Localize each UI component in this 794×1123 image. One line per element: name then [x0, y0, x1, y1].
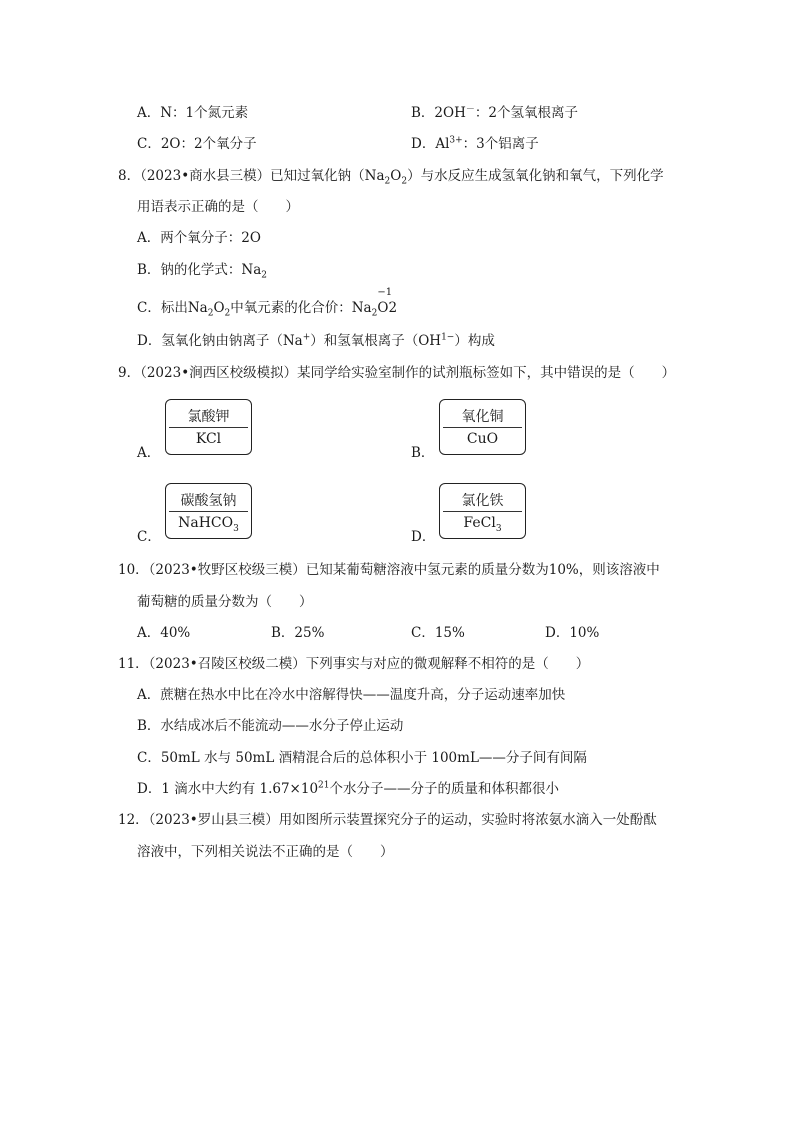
q12-stem-line1: 12．（2023•罗山县三模）用如图所示装置探究分子的运动，实验时将浓氨水滴入一处酚酞	[118, 812, 657, 828]
q11-stem: 11．（2023•召陵区校级二模）下列事实与对应的微观解释不相符的是（ ）	[118, 656, 590, 672]
q9-option-d-letter: D．	[411, 529, 436, 545]
q8-stem-line1: 8．（2023•商水县三模）已知过氧化钠$(Na_2O_2)$与水反应生成氢氧化钠和氧气，下列化学	[118, 168, 664, 187]
reagent-label-b-formula: CuO	[466, 431, 499, 447]
q12-stem-line2: 溶液中，下列相关说法不正确的是（ ）	[137, 844, 394, 860]
reagent-label-d-formula: FeCl$_3$	[463, 515, 502, 534]
q7-option-d: D．$Al^{3+}$：3个铝离子	[411, 135, 539, 152]
reagent-label-a-name: 氯酸钾	[187, 409, 230, 425]
q8-stem-line2: 用语表示正确的是（ ）	[137, 199, 299, 215]
q10-option-d: D．10%	[545, 625, 600, 641]
q7-option-a: A．N：1个氮元素	[137, 105, 249, 121]
q8-option-c: C．标出$Na_2O_2$中氧元素的化合价：$Na_2$ −1 O2	[137, 299, 397, 317]
q7-option-b: B．2OH－：2个氢氧根离子	[411, 104, 578, 121]
q11-option-a: A．蔗糖在热水中比在冷水中溶解得快——温度升高，分子运动速率加快	[137, 687, 566, 703]
reagent-label-b-name: 氧化铜	[461, 409, 504, 425]
q9-option-a-letter: A．	[137, 445, 161, 461]
q10-option-b: B．25%	[271, 625, 325, 641]
reagent-label-a	[165, 399, 252, 455]
reagent-label-d-name: 氯化铁	[461, 493, 504, 509]
q9-option-b-letter: B．	[411, 445, 435, 461]
reagent-label-b	[439, 399, 526, 455]
reagent-label-divider	[443, 511, 522, 512]
q7-option-c: C．2O：2个氧分子	[137, 136, 257, 152]
q8-charge-label: −1	[377, 287, 393, 298]
reagent-label-divider	[443, 427, 522, 428]
q10-option-a: A．40%	[137, 625, 191, 641]
reagent-label-a-formula: KCl	[195, 431, 222, 447]
reagent-label-c-name: 碳酸氢钠	[180, 493, 237, 509]
q11-option-d: D．1 滴水中大约有 $1.67\times 10^{21}$个水分子——分子的质量和体积都很小	[137, 780, 559, 797]
q8-option-d: D．氢氧化钠由钠离子（Na+）和氢氧根离子$(OH^{1-})$构成	[137, 332, 495, 349]
q8-option-b: B．钠的化学式：$Na_2$	[137, 262, 268, 281]
q10-stem-line2: 葡萄糖的质量分数为（ ）	[137, 594, 313, 610]
q9-stem: 9．（2023•涧西区校级模拟）某同学给实验室制作的试剂瓶标签如下，其中错误的是（ ）	[118, 365, 676, 381]
q10-stem-line1: 10．（2023•牧野区校级三模）已知某葡萄糖溶液中氢元素的质量分数为10%，则该溶液中	[118, 562, 660, 578]
q9-option-c-letter: C．	[137, 529, 161, 545]
reagent-label-divider	[169, 511, 248, 512]
q11-option-b: B．水结成冰后不能流动——水分子停止运动	[137, 718, 404, 734]
q10-option-c: C．15%	[411, 625, 465, 641]
reagent-label-d	[439, 483, 526, 539]
q11-option-c: C．50mL 水与 50mL 酒精混合后的总体积小于 100mL——分子间有间隔	[137, 750, 587, 766]
q8-option-a: A．两个氧分子：2O	[137, 230, 261, 246]
reagent-label-c	[165, 483, 252, 539]
reagent-label-c-formula: NaHCO$_3$	[178, 515, 239, 534]
reagent-label-divider	[169, 427, 248, 428]
